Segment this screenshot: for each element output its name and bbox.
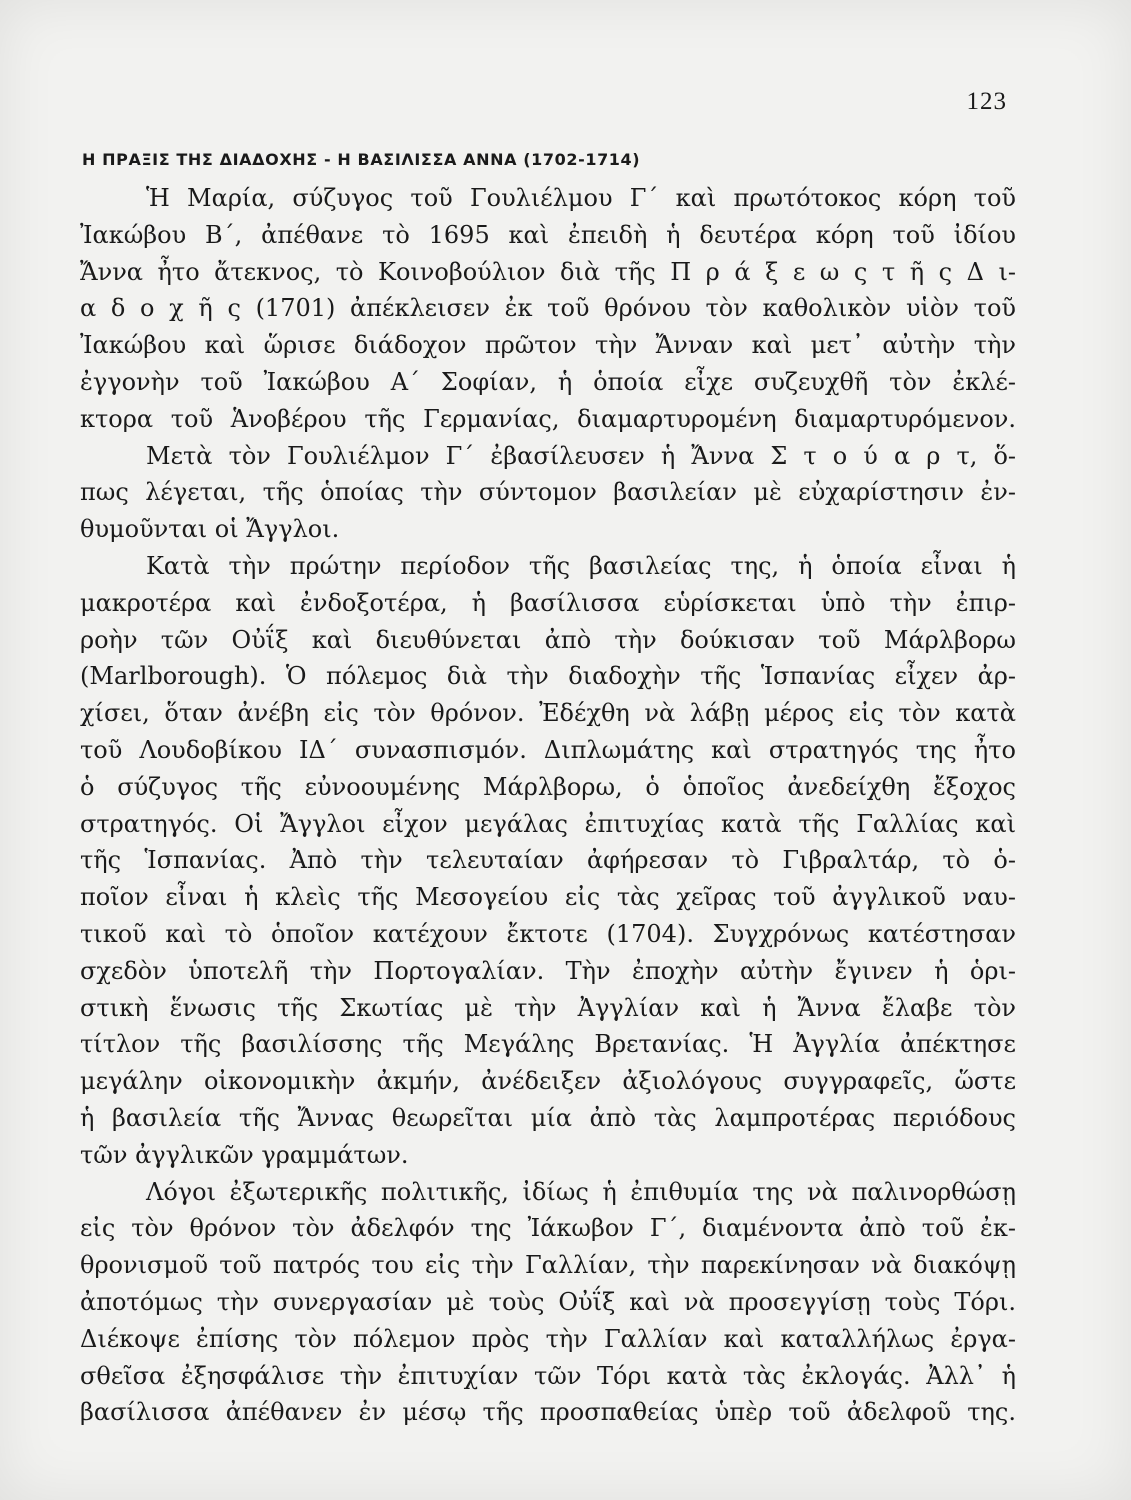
chapter-heading: Η ΠΡΑΞΙΣ ΤΗΣ ΔΙΑΔΟΧΗΣ - Η ΒΑΣΙΛΙΣΣΑ ΑΝΝΑ (1702-1714) — [82, 150, 641, 169]
paragraph-4 — [80, 1174, 1016, 1432]
text-line: τοῦ Λουδοβίκου ΙΔ΄ συνασπισμόν. Διπλωμάτης καὶ στρατηγός της ἦτο — [80, 735, 1016, 764]
text-line: Κατὰ τὴν πρώτην περίοδον τῆς βασιλείας της, ἡ ὁποία εἶναι ἡ — [146, 551, 1016, 580]
text-line: χίσει, ὅταν ἀνέβη εἰς τὸν θρόνον. Ἐδέχθη νὰ λάβῃ μέρος εἰς τὸν κατὰ — [80, 699, 1016, 728]
paragraph-2 — [80, 438, 1016, 548]
text-line: ὁ σύζυγος τῆς εὐνοουμένης Μάρλβορω, ὁ ὁποῖος ἀνεδείχθη ἔξοχος — [80, 772, 1016, 801]
text-line: Μετὰ τὸν Γουλιέλμον Γ΄ ἐβασίλευσεν ἡ Ἄννα Σ τ ο ύ α ρ τ, ὅ- — [146, 441, 1016, 470]
text-line: σθεῖσα ἐξησφάλισε τὴν ἐπιτυχίαν τῶν Τόρι κατὰ τὰς ἐκλογάς. Ἀλλ᾽ ἡ — [80, 1361, 1016, 1390]
text-line: μακροτέρα καὶ ἐνδοξοτέρα, ἡ βασίλισσα εὑρίσκεται ὑπὸ τὴν ἐπιρ- — [80, 588, 1016, 617]
text-line: θρονισμοῦ τοῦ πατρός του εἰς τὴν Γαλλίαν, τὴν παρεκίνησαν νὰ διακόψῃ — [80, 1251, 1016, 1280]
text-line: στικὴ ἕνωσις τῆς Σκωτίας μὲ τὴν Ἀγγλίαν καὶ ἡ Ἄννα ἔλαβε τὸν — [80, 993, 1016, 1022]
text-line: Διέκοψε ἐπίσης τὸν πόλεμον πρὸς τὴν Γαλλίαν καὶ καταλλήλως ἐργα- — [80, 1324, 1016, 1353]
text-line: Ἡ Μαρία, σύζυγος τοῦ Γουλιέλμου Γ΄ καὶ πρωτότοκος κόρη τοῦ — [146, 184, 1016, 212]
text-line: μεγάλην οἰκονομικὴν ἀκμήν, ἀνέδειξεν ἀξιολόγους συγγραφεῖς, ὥστε — [80, 1067, 1016, 1096]
text-line: τῶν ἀγγλικῶν γραμμάτων. — [80, 1140, 409, 1169]
text-line: ἐγγονὴν τοῦ Ἰακώβου Α΄ Σοφίαν, ἡ ὁποία εἶχε συζευχθῆ τὸν ἐκλέ- — [80, 367, 1016, 396]
paragraph-3 — [80, 548, 1016, 1174]
text-line: βασίλισσα ἀπέθανεν ἐν μέσῳ τῆς προσπαθείας ὑπὲρ τοῦ ἀδελφοῦ της. — [80, 1398, 1016, 1427]
page-number: 123 — [966, 88, 1007, 115]
text-line: σχεδὸν ὑποτελῆ τὴν Πορτογαλίαν. Τὴν ἐποχὴν αὐτὴν ἔγινεν ἡ ὁρι- — [80, 956, 1016, 985]
text-line: τῆς Ἱσπανίας. Ἀπὸ τὴν τελευταίαν ἀφήρεσαν τὸ Γιβραλτάρ, τὸ ὁ- — [80, 846, 1016, 875]
text-line: στρατηγός. Οἱ Ἄγγλοι εἶχον μεγάλας ἐπιτυχίας κατὰ τῆς Γαλλίας καὶ — [80, 809, 1016, 838]
text-line: Ἰακώβου καὶ ὥρισε διάδοχον πρῶτον τὴν Ἄνναν καὶ μετ᾽ αὐτὴν τὴν — [80, 331, 1016, 360]
text-line: πως λέγεται, τῆς ὁποίας τὴν σύντομον βασιλείαν μὲ εὐχαρίστησιν ἐν- — [80, 478, 1016, 507]
text-line: (Marlborough). Ὁ πόλεμος διὰ τὴν διαδοχὴν τῆς Ἱσπανίας εἶχεν ἀρ- — [80, 662, 1016, 691]
body-text — [80, 180, 1016, 1431]
text-line: Ἰακώβου Β΄, ἀπέθανε τὸ 1695 καὶ ἐπειδὴ ἡ δευτέρα κόρη τοῦ ἰδίου — [80, 220, 1016, 249]
text-line: ἡ βασιλεία τῆς Ἄννας θεωρεῖται μία ἀπὸ τὰς λαμπροτέρας περιόδους — [80, 1103, 1016, 1132]
text-line: ροὴν τῶν Οὐΐξ καὶ διευθύνεται ἀπὸ τὴν δούκισαν τοῦ Μάρλβορω — [80, 625, 1016, 654]
text-line: ἀποτόμως τὴν συνεργασίαν μὲ τοὺς Οὐΐξ καὶ νὰ προσεγγίσῃ τοὺς Τόρι. — [80, 1287, 1016, 1316]
text-line: Ἄννα ἦτο ἄτεκνος, τὸ Κοινοβούλιον διὰ τῆς Π ρ ά ξ ε ω ς τ ῆ ς Δ ι- — [80, 257, 1016, 286]
text-line: θυμοῦνται οἱ Ἄγγλοι. — [80, 515, 340, 544]
text-line: Λόγοι ἐξωτερικῆς πολιτικῆς, ἰδίως ἡ ἐπιθυμία της νὰ παλινορθώσῃ — [146, 1177, 1016, 1206]
paragraph-1 — [80, 180, 1016, 438]
text-line: τίτλον τῆς βασιλίσσης τῆς Μεγάλης Βρετανίας. Ἡ Ἀγγλία ἀπέκτησε — [80, 1030, 1016, 1059]
text-line: κτορα τοῦ Ἁνοβέρου τῆς Γερμανίας, διαμαρτυρομένη διαμαρτυρόμενον. — [80, 404, 1016, 433]
text-line: τικοῦ καὶ τὸ ὁποῖον κατέχουν ἔκτοτε (1704). Συγχρόνως κατέστησαν — [80, 919, 1016, 948]
text-line: α δ ο χ ῆ ς (1701) ἀπέκλεισεν ἐκ τοῦ θρόνου τὸν καθολικὸν υἱὸν τοῦ — [80, 294, 1016, 323]
text-line: εἰς τὸν θρόνον τὸν ἀδελφόν της Ἰάκωβον Γ΄, διαμένοντα ἀπὸ τοῦ ἐκ- — [80, 1214, 1016, 1243]
text-line: ποῖον εἶναι ἡ κλεὶς τῆς Μεσογείου εἰς τὰς χεῖρας τοῦ ἀγγλικοῦ ναυ- — [80, 883, 1016, 912]
